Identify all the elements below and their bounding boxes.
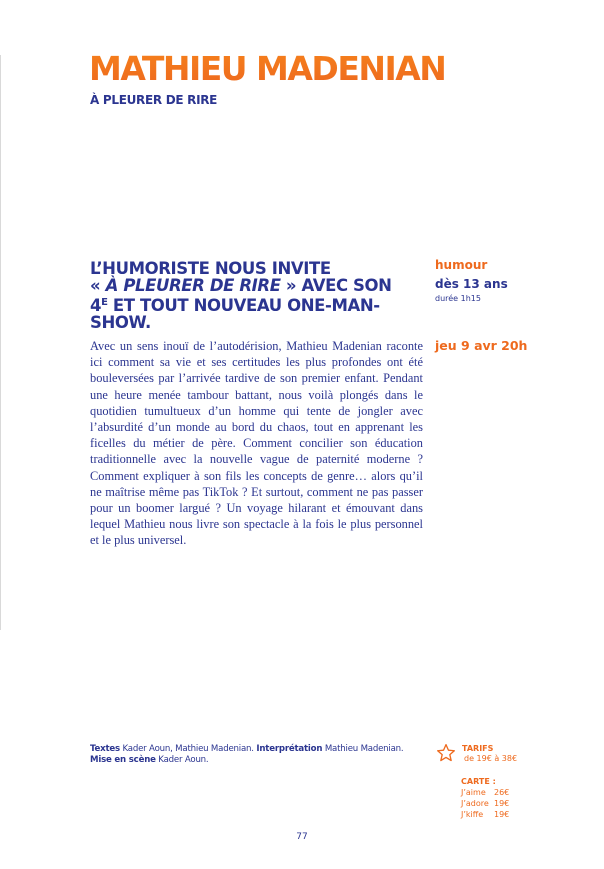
carte-name: J’adore: [461, 799, 489, 808]
headline-rest: ET TOUT NOUVEAU ONE-MAN-SHOW.: [90, 296, 380, 332]
tarifs: [462, 744, 517, 764]
headline-ordinal-sup: E: [101, 297, 108, 308]
credits: [90, 744, 430, 766]
page-number: 77: [296, 832, 308, 842]
star-icon: [436, 743, 456, 763]
headline-quote-open: «: [90, 276, 106, 295]
headline-quote-close: » AVEC SON: [280, 276, 392, 295]
age-label: dès 13 ans: [435, 277, 508, 291]
tarifs-label: TARIFS: [462, 744, 494, 753]
carte-label: CARTE :: [461, 777, 496, 786]
carte-price: 19€: [494, 799, 510, 808]
headline-line1: L’HUMORISTE NOUS INVITE: [90, 259, 331, 278]
credits-interpretation-value: Mathieu Madenian.: [322, 744, 404, 754]
show-date: jeu 9 avr 20h: [435, 338, 528, 353]
genre-label: humour: [435, 258, 488, 272]
show-subtitle: À PLEURER DE RIRE: [90, 93, 218, 107]
credits-mise-value: Kader Aoun.: [155, 755, 209, 765]
headline-quoted-show: À PLEURER DE RIRE: [105, 276, 281, 295]
carte-row: [461, 798, 509, 809]
credits-textes-value: Kader Aoun, Mathieu Madenian.: [119, 744, 257, 754]
carte-row: [461, 787, 509, 798]
carte-name: J’aime: [461, 788, 486, 797]
page-edge-line: [0, 55, 1, 630]
credits-interpretation-label: Interprétation: [256, 744, 323, 754]
tarifs-range: de 19€ à 38€: [464, 754, 518, 763]
carte-price: 26€: [494, 788, 510, 797]
credits-mise-label: Mise en scène: [90, 755, 156, 765]
description-text: Avec un sens inouï de l’autodérision, Mathieu Madenian raconte ici comment sa vie et ses certitudes les plus profondes ont été bouleversées par l’arrivée tardive de son premier enfant. Pendant une heure menée tambour battant, nous voilà plongés dans le quotidien tumultueux d’un homme qui tente de jongler avec l’absurdité d’un monde au bord du chaos, tout en apprenant les ficelles du métier de père. Comment concilier son éducation traditionnelle avec la nouvelle vague de paternité moderne ? Comment expliquer à son fils les concepts de genre… alors qu’il ne maîtrise même pas TikTok ? Et surtout, comment ne pas passer pour un boomer largué ? Un voyage hilarant et émouvant dans lequel Mathieu nous livre son spectacle à la fois le plus personnel et le plus universel.: [90, 339, 423, 548]
headline-ordinal-number: 4: [90, 296, 102, 315]
duration-label: durée 1h15: [435, 294, 481, 303]
carte-prices: [461, 776, 509, 820]
carte-name: J’kiffe: [461, 810, 484, 819]
show-title: MATHIEU MADENIAN: [89, 49, 446, 88]
carte-row: [461, 809, 509, 820]
credits-textes-label: Textes: [90, 744, 120, 754]
carte-price: 19€: [494, 810, 510, 819]
headline: [90, 260, 420, 331]
show-info: [435, 258, 575, 303]
